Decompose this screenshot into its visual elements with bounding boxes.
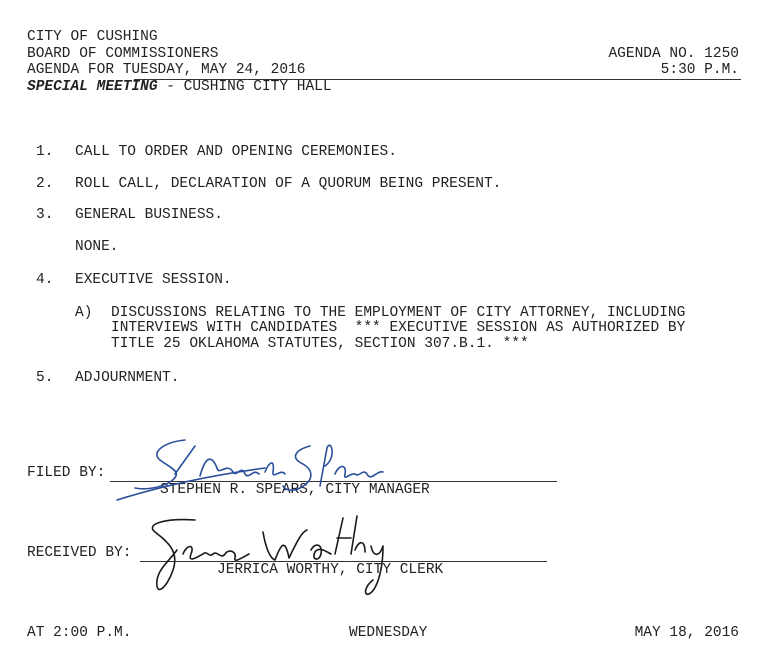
item-text: NONE. (75, 239, 119, 255)
filed-signature (115, 428, 385, 503)
received-by-name: JERRICA WORTHY, CITY CLERK (217, 562, 444, 578)
meeting-time: 5:30 P.M. (660, 62, 739, 78)
agenda-number: AGENDA NO. 1250 (608, 46, 739, 62)
sub-item-line: TITLE 25 OKLAHOMA STATUTES, SECTION 307.B.1. *** (111, 336, 529, 352)
sub-item-label: A) (75, 305, 93, 321)
meeting-date: TUESDAY, MAY 24, 2016 (122, 62, 306, 78)
item-number: 5. (36, 370, 54, 386)
item-text: EXECUTIVE SESSION. (75, 272, 232, 288)
item-text: CALL TO ORDER AND OPENING CEREMONIES. (75, 144, 397, 160)
agenda-for-line (27, 62, 305, 78)
sub-item-line: DISCUSSIONS RELATING TO THE EMPLOYMENT OF CITY ATTORNEY, INCLUDING (111, 305, 686, 321)
sub-item-line: INTERVIEWS WITH CANDIDATES *** EXECUTIVE SESSION AS AUTHORIZED BY (111, 320, 686, 336)
meeting-location: - CUSHING CITY HALL (157, 79, 332, 95)
received-signature (125, 510, 405, 600)
item-text: GENERAL BUSINESS. (75, 207, 223, 223)
filed-by-label: FILED BY: (27, 465, 106, 481)
board-name: BOARD OF COMMISSIONERS (27, 46, 219, 62)
item-number: 3. (36, 207, 54, 223)
item-text: ADJOURNMENT. (75, 370, 180, 386)
footer-time: AT 2:00 P.M. (27, 625, 132, 641)
item-text: ROLL CALL, DECLARATION OF A QUORUM BEING PRESENT. (75, 176, 502, 192)
meeting-type: SPECIAL MEETING (27, 79, 158, 95)
footer-date: MAY 18, 2016 (634, 625, 739, 641)
agenda-for-label: AGENDA FOR (27, 62, 115, 78)
footer-day: WEDNESDAY (349, 625, 428, 641)
item-number: 1. (36, 144, 54, 160)
meeting-type-line (27, 79, 332, 95)
received-by-label: RECEIVED BY: (27, 545, 132, 561)
item-number: 2. (36, 176, 54, 192)
city-name: CITY OF CUSHING (27, 29, 158, 45)
item-number: 4. (36, 272, 54, 288)
filed-by-name: STEPHEN R. SPEARS, CITY MANAGER (160, 482, 430, 498)
